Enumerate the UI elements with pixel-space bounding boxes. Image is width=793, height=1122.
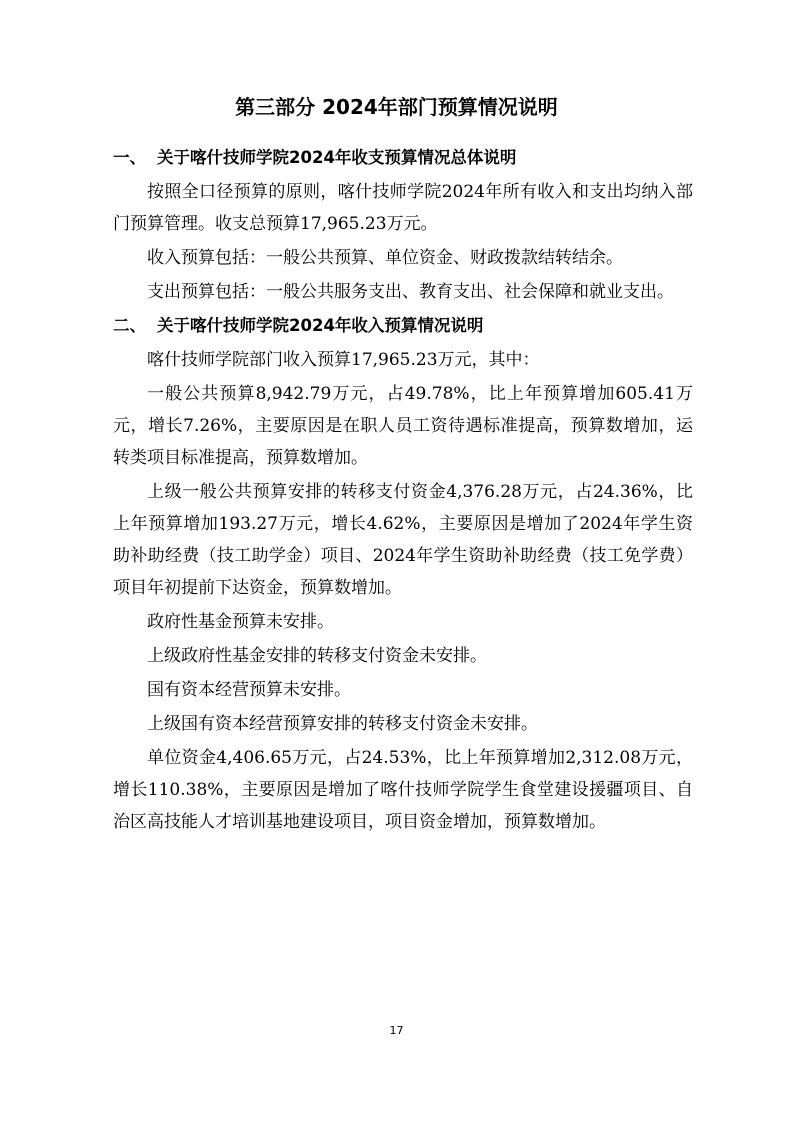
- section-heading-2: [113, 310, 693, 342]
- paragraph: 单位资金4,406.65万元，占24.53%，比上年预算增加2,312.08万元，增长110.38%，主要原因是增加了喀什技师学院学生食堂建设援疆项目、自治区高技能人才培训基地建设项目，项目资金增加，预算数增加。: [113, 748, 693, 832]
- paragraph: 上级政府性基金安排的转移支付资金未安排。: [147, 646, 487, 666]
- document-body: [113, 142, 693, 840]
- page-title: 第三部分 2024年部门预算情况说明: [235, 95, 558, 119]
- paragraph: 喀什技师学院部门收入预算17,965.23万元，其中：: [147, 350, 540, 370]
- section-heading-text: 关于喀什技师学院2024年收入预算情况说明: [157, 316, 484, 335]
- paragraph: 收入预算包括：一般公共预算、单位资金、财政拨款结转结余。: [147, 248, 623, 268]
- paragraph: 按照全口径预算的原则，喀什技师学院2024年所有收入和支出均纳入部门预算管理。收支总预算17,965.23万元。: [113, 182, 693, 234]
- section-heading-text: 关于喀什技师学院2024年收支预算情况总体说明: [157, 148, 517, 167]
- paragraph: 一般公共预算8,942.79万元，占49.78%，比上年预算增加605.41万元，增长7.26%，主要原因是在职人员工资待遇标准提高，预算数增加，运转类项目标准提高，预算数增加。: [113, 384, 693, 468]
- paragraph: 政府性基金预算未安排。: [147, 612, 334, 632]
- section-heading-1: [113, 142, 693, 174]
- paragraph: 上级一般公共预算安排的转移支付资金4,376.28万元，占24.36%，比上年预算增加193.27万元，增长4.62%，主要原因是增加了2024年学生资助补助经费（技工助学金）项目、2024年学生资助补助经费（技工免学费）项目年初提前下达资金，预算数增加。: [113, 482, 693, 598]
- section-number: 二、: [113, 316, 146, 335]
- paragraph: 支出预算包括：一般公共服务支出、教育支出、社会保障和就业支出。: [147, 282, 674, 302]
- page-number: 17: [389, 1024, 404, 1037]
- paragraph: 上级国有资本经营预算安排的转移支付资金未安排。: [147, 714, 538, 734]
- section-number: 一、: [113, 148, 146, 167]
- paragraph: 国有资本经营预算未安排。: [147, 680, 351, 700]
